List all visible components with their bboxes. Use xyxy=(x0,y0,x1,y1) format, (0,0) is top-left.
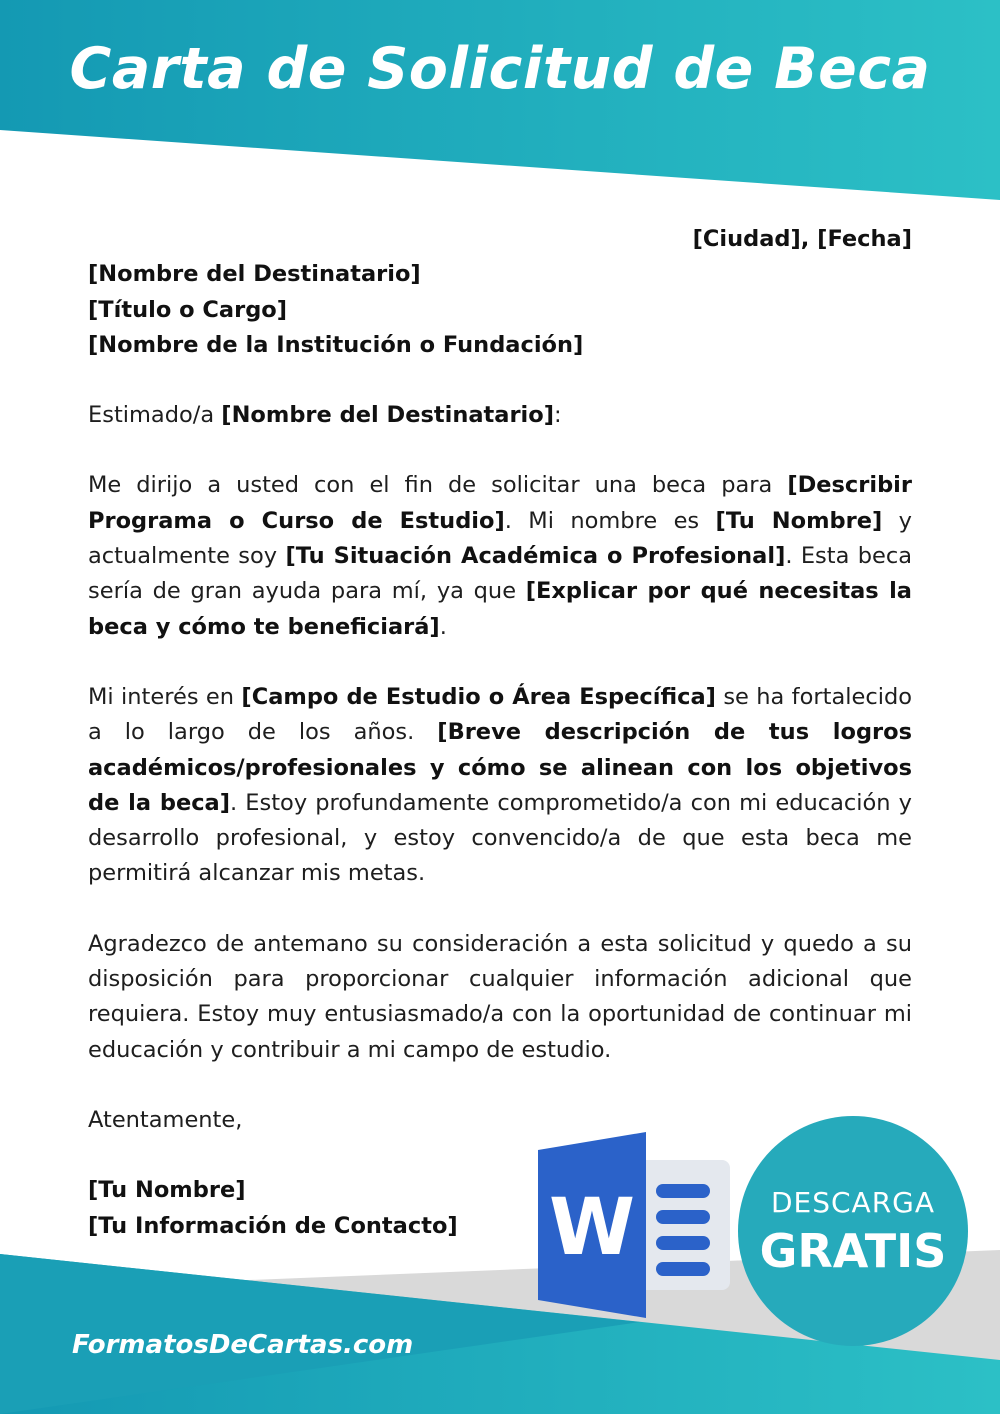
p2-text: se ha fortalecido a lo largo de los años. xyxy=(88,683,912,746)
city-date: [Ciudad], [Fecha] xyxy=(692,226,912,252)
badge-bottom-text: GRATIS xyxy=(759,1224,947,1278)
download-badge[interactable] xyxy=(738,1116,968,1346)
p1-text: . xyxy=(439,613,447,640)
signature-contact: [Tu Información de Contacto] xyxy=(88,1212,458,1239)
p2-placeholder: [Campo de Estudio o Área Específica] xyxy=(241,683,716,710)
p1-text: Me dirijo a usted con el fin de solicitar una beca para xyxy=(88,472,788,499)
greeting-prefix: Estimado/a xyxy=(88,402,222,429)
p1-placeholder: [Tu Situación Académica o Profesional] xyxy=(285,543,786,570)
closing: Atentamente, xyxy=(88,1106,243,1133)
signature-name: [Tu Nombre] xyxy=(88,1177,246,1204)
recipient-institution: [Nombre de la Institución o Fundación] xyxy=(88,331,584,358)
paragraph-1 xyxy=(88,468,912,644)
greeting xyxy=(88,398,912,433)
recipient-name: [Nombre del Destinatario] xyxy=(88,261,421,288)
p1-text: y actualmente soy xyxy=(88,507,912,570)
p1-placeholder: [Tu Nombre] xyxy=(715,507,883,534)
page-title: Carta de Solicitud de Beca xyxy=(69,36,931,102)
p1-text: . Esta beca sería de gran ayuda para mí, ya que xyxy=(88,543,913,605)
p2-text: . Estoy profundamente comprometido/a con mi educación y desarrollo profesional, y estoy convencido/a de que esta beca me permitirá alcanzar mis metas. xyxy=(88,789,912,887)
recipient-title: [Título o Cargo] xyxy=(88,296,288,323)
p1-placeholder: [Explicar por qué necesitas la beca y cómo te beneficiará] xyxy=(88,578,912,640)
letter-body xyxy=(88,222,912,1244)
footer-brand[interactable]: FormatosDeCartas.com xyxy=(72,1330,414,1360)
badge-top-text: DESCARGA xyxy=(770,1186,936,1219)
p1-placeholder: [Describir Programa o Curso de Estudio] xyxy=(88,472,912,534)
word-icon-letter: W xyxy=(548,1183,636,1273)
p1-text: . Mi nombre es xyxy=(504,507,716,534)
paragraph-2 xyxy=(88,680,912,892)
paragraph-3: Agradezco de antemano su consideración a esta solicitud y quedo a su disposición para proporcionar cualquier información adicional que requiera. Estoy muy entusiasmado/a con la oportunidad de continuar mi educación y contribuir a mi campo de estudio. xyxy=(88,930,912,1063)
greeting-suffix: : xyxy=(554,402,562,429)
p2-placeholder: [Breve descripción de tus logros académicos/profesionales y cómo se alinean con los objetivos de la beca] xyxy=(88,719,912,816)
p2-text: Mi interés en xyxy=(88,683,242,710)
word-icon[interactable] xyxy=(538,1132,738,1318)
greeting-name: [Nombre del Destinatario] xyxy=(221,402,555,429)
